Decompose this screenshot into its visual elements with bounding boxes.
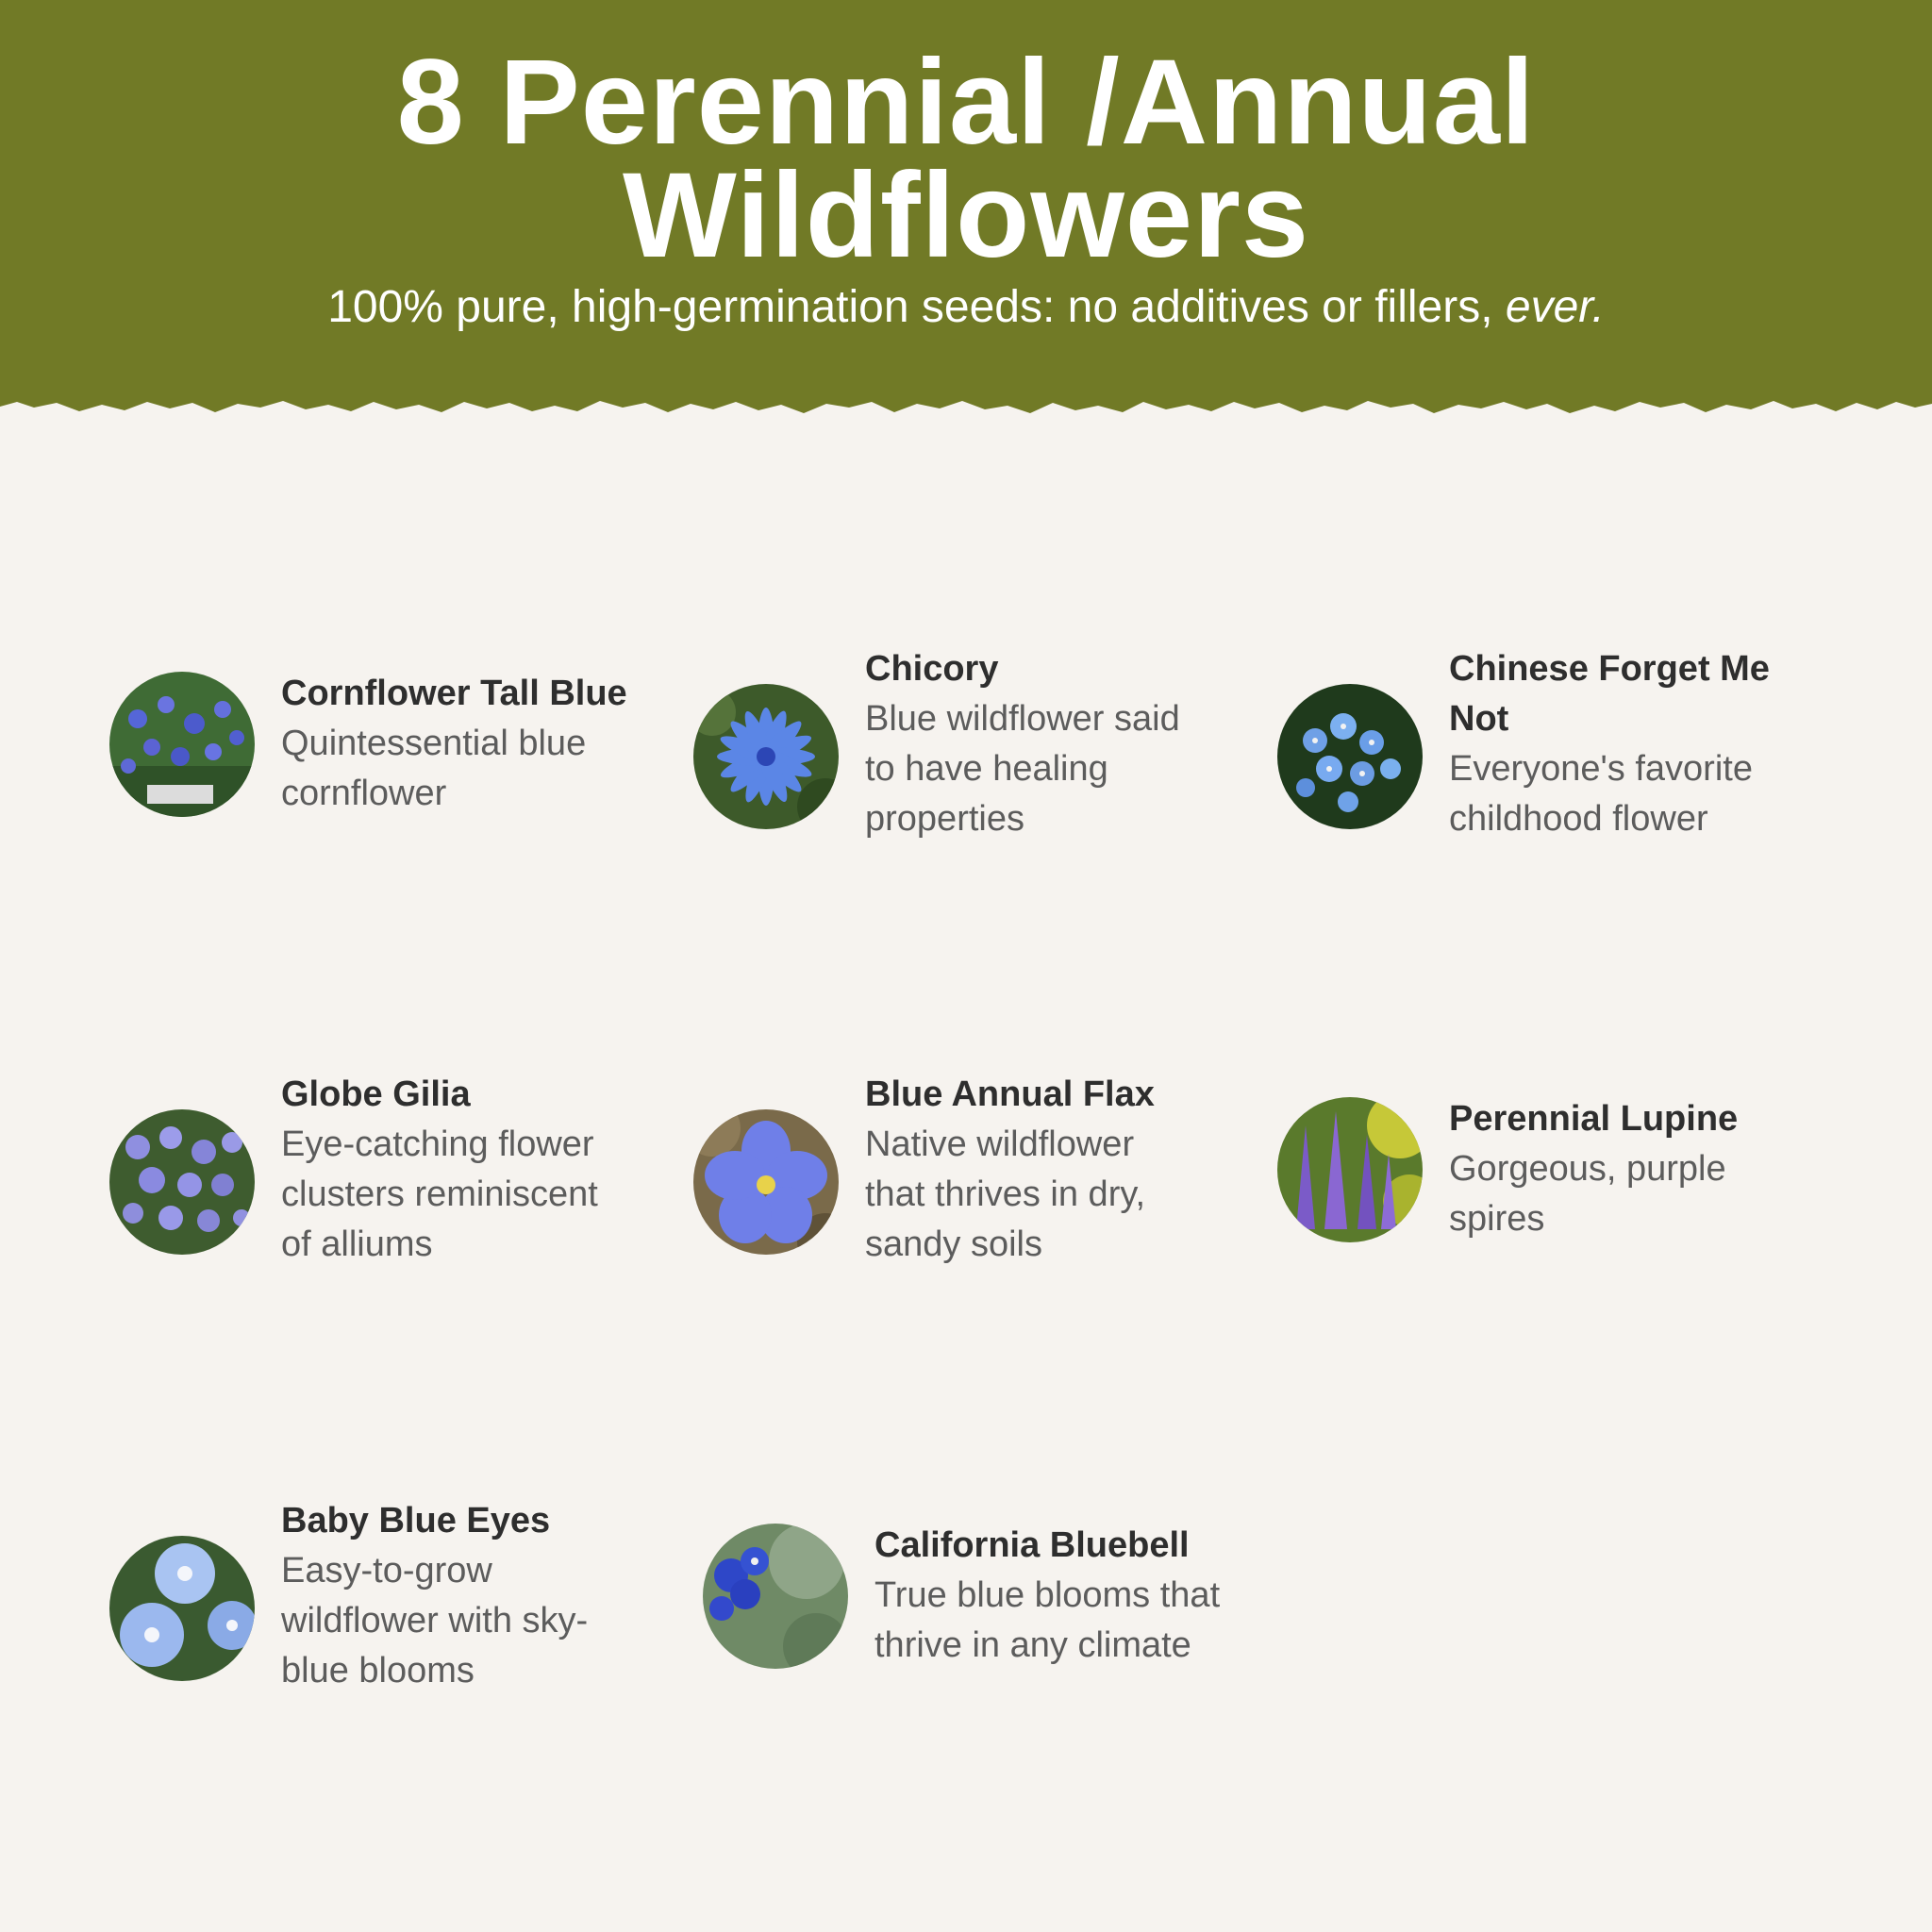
flower-description-line: True blue blooms that <box>874 1575 1221 1615</box>
lupine-photo-icon <box>1277 1097 1423 1242</box>
flower-item-perennial-lupine <box>1277 1094 1806 1244</box>
flower-description-line: Gorgeous, purple <box>1449 1149 1726 1189</box>
flower-description-line: sandy soils <box>865 1224 1042 1264</box>
flower-name: Cornflower Tall Blue <box>281 674 627 713</box>
flower-description-line: wildflower with sky- <box>281 1601 589 1641</box>
flower-item-blue-annual-flax <box>693 1070 1222 1270</box>
page-subtitle <box>0 279 1932 336</box>
flower-item-chinese-forget-me-not <box>1277 644 1806 844</box>
flower-description-line: clusters reminiscent <box>281 1174 598 1214</box>
flower-description-line: Quintessential blue <box>281 724 587 763</box>
flower-name: California Bluebell <box>874 1525 1190 1565</box>
flower-item-chicory <box>693 644 1222 844</box>
flower-description-line: Everyone's favorite <box>1449 749 1753 789</box>
subtitle-emphasis: ever. <box>1505 282 1605 332</box>
flower-name: Baby Blue Eyes <box>281 1501 551 1541</box>
flower-description-line: Native wildflower <box>865 1124 1135 1164</box>
subtitle-text: 100% pure, high-germination seeds: no additives or fillers, <box>327 282 1493 332</box>
california-bluebell-photo-icon <box>703 1524 848 1669</box>
flower-description-line: Blue wildflower said <box>865 699 1180 739</box>
chicory-photo-icon <box>693 684 839 829</box>
baby-blue-eyes-photo-icon <box>109 1536 255 1681</box>
flower-item-globe-gilia <box>109 1070 638 1270</box>
cornflower-photo-icon <box>109 672 255 817</box>
header-banner <box>0 0 1932 443</box>
flower-description-line: spires <box>1449 1199 1545 1239</box>
flower-description-line: of alliums <box>281 1224 433 1264</box>
flower-description-line: thrive in any climate <box>874 1625 1191 1665</box>
flower-name: Globe Gilia <box>281 1074 471 1114</box>
flower-description-line: childhood flower <box>1449 799 1708 839</box>
flower-description-line: that thrives in dry, <box>865 1174 1146 1214</box>
page-title-line-1: 8 Perennial /Annual <box>396 35 1536 170</box>
flower-item-cornflower <box>109 669 638 819</box>
flower-item-baby-blue-eyes <box>109 1496 638 1696</box>
flower-description-line: properties <box>865 799 1024 839</box>
flower-description-line: Eye-catching flower <box>281 1124 594 1164</box>
blue-flax-photo-icon <box>693 1109 839 1255</box>
flower-description-line: to have healing <box>865 749 1108 789</box>
page-title-line-2: Wildflowers <box>622 148 1310 283</box>
flower-name: Blue Annual Flax <box>865 1074 1155 1114</box>
flower-item-california-bluebell <box>703 1521 1231 1671</box>
flower-name: Not <box>1449 699 1509 739</box>
flower-name: Chinese Forget Me <box>1449 649 1770 689</box>
globe-gilia-photo-icon <box>109 1109 255 1255</box>
flower-name: Chicory <box>865 649 999 689</box>
forget-me-not-photo-icon <box>1277 684 1423 829</box>
flower-description-line: cornflower <box>281 774 447 813</box>
flower-description-line: blue blooms <box>281 1651 475 1690</box>
flower-description-line: Easy-to-grow <box>281 1551 492 1591</box>
flower-name: Perennial Lupine <box>1449 1099 1739 1139</box>
